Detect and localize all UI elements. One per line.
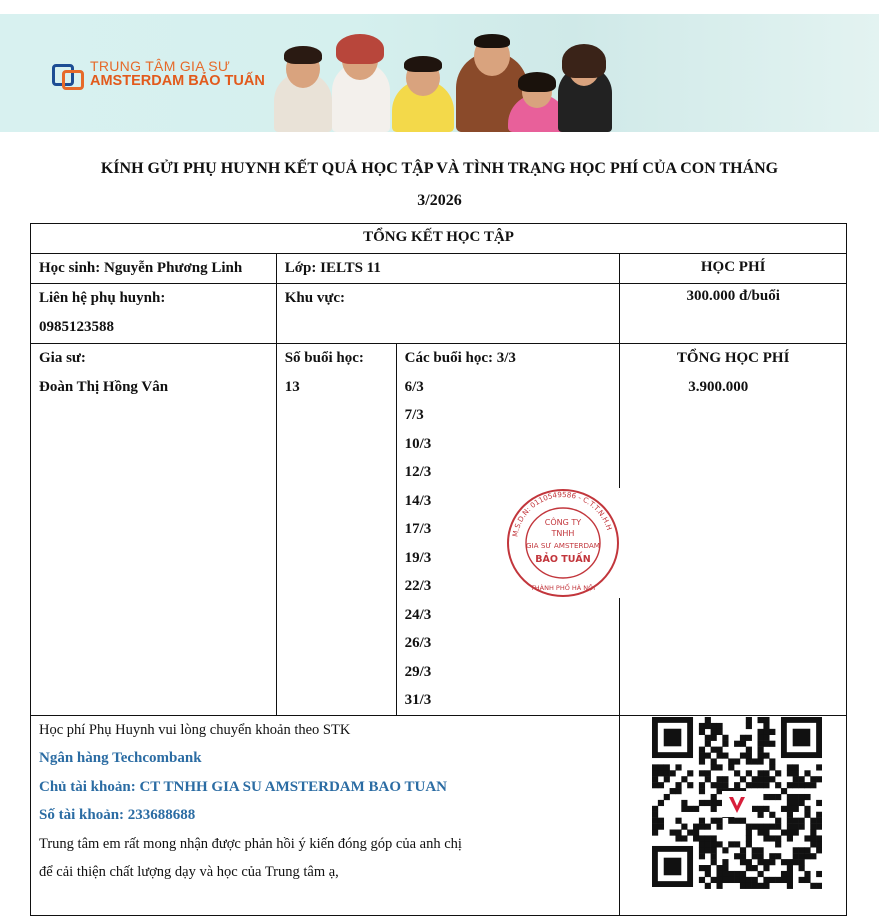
session-date: 29/3 [404,663,432,680]
svg-text:M.S.D.N: 0110549586 - C.T.T.N.: M.S.D.N: 0110549586 - C.T.T.N.H.H [510,489,615,538]
svg-text:CÔNG TY: CÔNG TY [544,518,582,527]
svg-text:GIA SƯ AMSTERDAM: GIA SƯ AMSTERDAM [525,541,601,550]
logo-icon [52,62,82,86]
svg-text:TNHH: TNHH [551,529,575,538]
account-number: Số tài khoản: 233688688 [39,807,196,823]
sessions-count: 13 [284,378,300,395]
session-date: 31/3 [404,692,432,708]
bank-name: Ngân hàng Techcombank [39,750,202,766]
table-title: TỔNG KẾT HỌC TẬP [31,224,847,254]
total-fee-value: 3.900.000 [688,378,749,395]
parent-contact-label: Liên hệ phụ huynh: [39,290,166,306]
session-date: 6/3 [404,378,424,395]
session-date: 22/3 [404,578,432,594]
tutor-name: Đoàn Thị Hồng Vân [39,378,169,395]
report-heading-line2: 3/2026 [417,192,462,209]
company-stamp [505,488,621,598]
session-date: 12/3 [404,464,432,480]
fee-header: HỌC PHÍ [620,254,847,284]
account-holder: Chủ tài khoản: CT TNHH GIA SU AMSTERDAM BAO TUAN [39,778,448,795]
total-fee-label: TỔNG HỌC PHÍ [676,350,790,366]
session-date: 17/3 [404,521,432,537]
logo-line2: AMSTERDAM BẢO TUẤN [90,72,265,89]
session-dates-label: Các buổi học: 3/3 [404,350,516,366]
svg-text:THÀNH PHỐ HÀ NỘI: THÀNH PHỐ HÀ NỘI [530,584,596,592]
feedback-line1: Trung tâm em rất mong nhận được phản hồi ý kiến đóng góp của anh chị [39,835,462,852]
student-name: Học sinh: Nguyễn Phương Linh [31,254,277,284]
session-date: 14/3 [404,492,432,509]
session-date: 26/3 [404,635,432,651]
header-banner [0,14,879,132]
parent-contact-phone: 0985123588 [39,318,114,335]
fee-per-session: 300.000 đ/buổi [686,288,780,304]
center-logo [52,59,265,89]
sessions-label: Số buổi học: [284,350,364,366]
class-name: Lớp: IELTS 11 [276,254,620,284]
session-date: 10/3 [404,435,432,452]
tutor-label: Gia sư: [39,350,86,366]
svg-text:BẢO TUẤN: BẢO TUẤN [535,554,591,565]
session-date: 19/3 [404,549,432,566]
banner-photo [272,34,612,132]
logo-line1: TRUNG TÂM GIA SƯ [90,58,231,74]
feedback-line2: để cải thiện chất lượng dạy và học của Trung tâm ạ, [39,864,339,880]
area-label: Khu vực: [284,290,345,306]
session-date: 7/3 [404,407,424,423]
payment-instruction: Học phí Phụ Huynh vui lòng chuyển khoản theo STK [39,721,351,738]
payment-qr-code [652,717,822,889]
report-heading-line1: KÍNH GỬI PHỤ HUYNH KẾT QUẢ HỌC TẬP VÀ TÌNH TRẠNG HỌC PHÍ CỦA CON THÁNG [100,160,779,177]
session-date: 24/3 [404,606,432,623]
